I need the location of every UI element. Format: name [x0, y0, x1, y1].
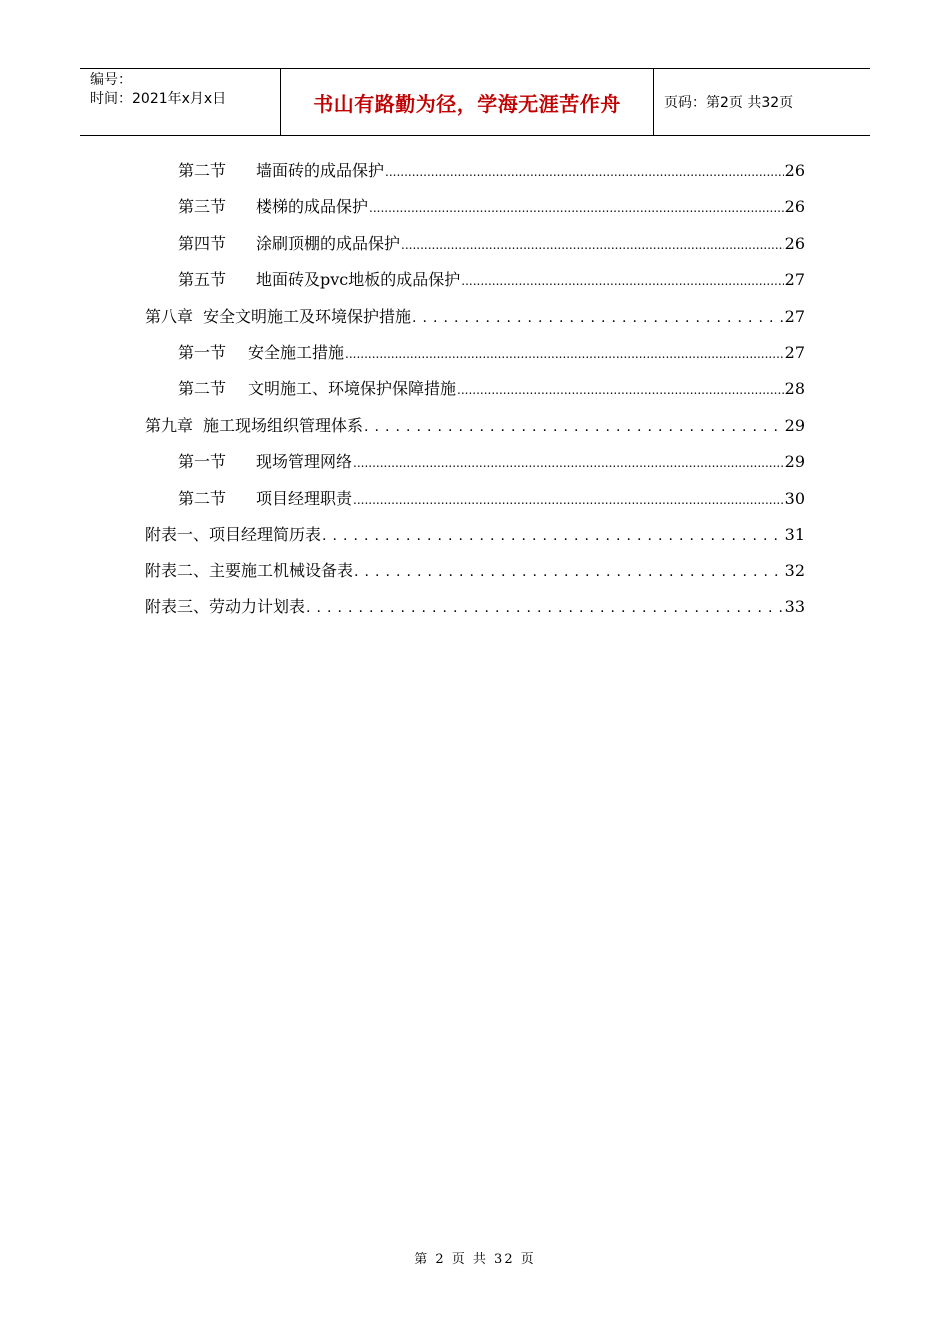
toc-dot-leader: [364, 414, 784, 439]
toc-entry-title: 安全施工措施: [248, 343, 345, 362]
toc-entry-title: 附表二、主要施工机械设备表: [145, 561, 354, 580]
toc-entry-title: 附表三、劳动力计划表: [145, 597, 306, 616]
toc-dot-leader: [369, 195, 784, 220]
toc-page-number: 27: [784, 343, 805, 362]
toc-section-entry[interactable]: [178, 487, 805, 511]
toc-page-number: 26: [784, 197, 805, 216]
toc-page-number: 31: [784, 525, 805, 544]
toc-page-number: 27: [784, 307, 805, 326]
page-header: [80, 68, 870, 136]
toc-dot-leader: [461, 268, 783, 293]
toc-entry-number: 第九章: [145, 416, 194, 435]
toc-entry-number: 第四节: [178, 234, 227, 253]
toc-page-number: 33: [784, 597, 805, 616]
page-footer: 第 2 页 共 32 页: [414, 1252, 536, 1267]
toc-dot-leader: [353, 487, 784, 512]
header-motto: 书山有路勤为径，学海无涯苦作舟: [281, 69, 654, 135]
header-meta: [80, 69, 281, 135]
toc-entry-title: 项目经理职责: [256, 489, 353, 508]
toc-dot-leader: [457, 377, 784, 402]
toc-entry-title: 楼梯的成品保护: [256, 197, 369, 216]
toc-page-number: 32: [784, 561, 805, 580]
toc-dot-leader: [385, 159, 784, 184]
toc-entry-title: 附表一、项目经理简历表: [145, 525, 322, 544]
toc-entry-number: 第八章: [145, 307, 194, 326]
toc-page-number: 29: [784, 416, 805, 435]
toc-entry-title: 安全文明施工及环境保护措施: [203, 307, 412, 326]
toc-section-entry[interactable]: [178, 159, 805, 183]
toc-entry-title: 涂刷顶棚的成品保护: [256, 234, 401, 253]
toc-entry-number: 第五节: [178, 270, 227, 289]
toc-entry-number: 第二节: [178, 161, 227, 180]
toc-chapter-entry[interactable]: [145, 414, 805, 438]
toc-section-entry[interactable]: [178, 377, 805, 401]
toc-chapter-entry[interactable]: [145, 523, 805, 547]
toc-chapter-entry[interactable]: [145, 559, 805, 583]
toc-entry-number: 第一节: [178, 452, 227, 471]
toc-dot-leader: [345, 341, 784, 366]
toc-entry-number: 第一节: [178, 343, 227, 362]
toc-page-number: 26: [784, 161, 805, 180]
toc-chapter-entry[interactable]: [145, 305, 805, 329]
toc-page-number: 27: [784, 270, 805, 289]
toc-dot-leader: [412, 305, 784, 330]
toc-dot-leader: [401, 232, 784, 257]
toc-entry-number: 第二节: [178, 489, 227, 508]
toc-page-number: 26: [784, 234, 805, 253]
serial-label: 编号：: [90, 72, 132, 88]
toc-dot-leader: [306, 595, 784, 620]
toc-page-number: 28: [784, 379, 805, 398]
toc-section-entry[interactable]: [178, 341, 805, 365]
toc-dot-leader: [354, 559, 784, 584]
toc-page-number: 29: [784, 452, 805, 471]
header-page-info: 页码：第2页 共32页: [664, 95, 794, 111]
toc-entry-number: 第二节: [178, 379, 227, 398]
toc-section-entry[interactable]: [178, 195, 805, 219]
toc-entry-title: 施工现场组织管理体系: [203, 416, 364, 435]
toc-dot-leader: [322, 523, 784, 548]
toc-entry-title: 文明施工、环境保护保障措施: [248, 379, 457, 398]
toc-section-entry[interactable]: [178, 232, 805, 256]
toc-page-number: 30: [784, 489, 805, 508]
toc-chapter-entry[interactable]: [145, 595, 805, 619]
toc-entry-number: 第三节: [178, 197, 227, 216]
toc-section-entry[interactable]: [178, 268, 805, 292]
toc-entry-title: 现场管理网络: [256, 452, 353, 471]
toc-section-entry[interactable]: [178, 450, 805, 474]
date-line: 时间：2021年x月x日: [90, 91, 227, 107]
toc-dot-leader: [353, 450, 784, 475]
toc-entry-title: 墙面砖的成品保护: [256, 161, 385, 180]
toc-entry-title: 地面砖及pvc地板的成品保护: [256, 270, 461, 289]
